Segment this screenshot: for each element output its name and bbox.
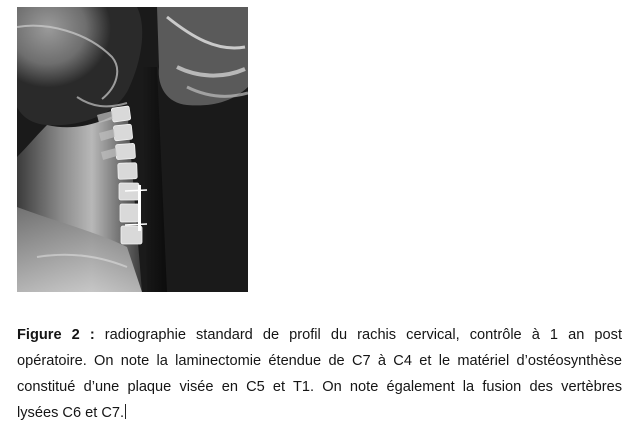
- caption-line-4: [17, 400, 622, 426]
- xray-image: [17, 7, 248, 292]
- caption-line-2: opératoire. On note la laminectomie étendue de C7 à C4 et le matériel d’ostéosynthèse: [17, 353, 622, 369]
- text-cursor: [125, 404, 126, 419]
- caption-line-1: [17, 322, 622, 348]
- cervical-spine-radiograph: [17, 7, 248, 292]
- caption-text-1: radiographie standard de profil du rachis cervical, contrôle à 1 an post: [104, 327, 623, 343]
- caption-text-4: lysées C6 et C7.: [17, 405, 125, 421]
- caption-line-3: constitué d’une plaque visée en C5 et T1. On note également la fusion des vertèbres: [17, 379, 622, 395]
- figure-caption: [17, 322, 622, 426]
- figure-label: Figure 2 :: [17, 327, 95, 343]
